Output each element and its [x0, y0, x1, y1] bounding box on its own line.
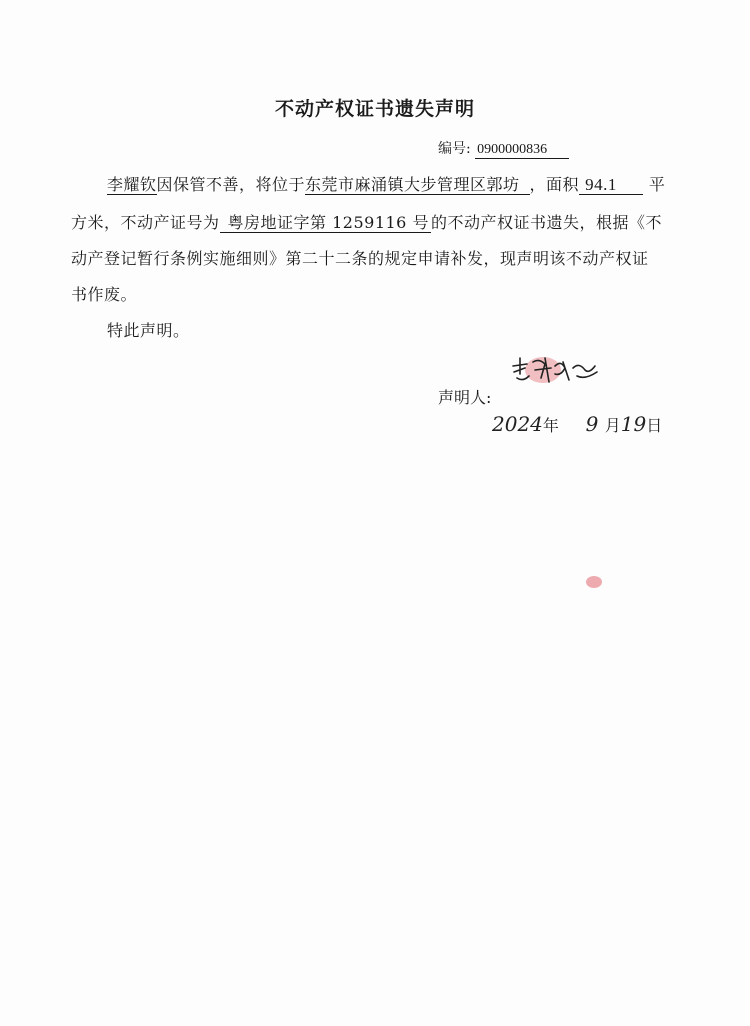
date-day: 19 — [620, 412, 647, 436]
paragraph-line2-text-1: 方米，不动产证号为 — [71, 213, 220, 232]
handwritten-signature — [505, 352, 605, 392]
paragraph-line2-text-2: 的不动产权证书遗失，根据《不 — [430, 213, 662, 232]
paragraph-line-1 — [107, 172, 665, 195]
paragraph-line-4: 书作废。 — [71, 285, 138, 304]
document-number-value: 0900000836 — [475, 142, 569, 159]
owner-name: 李耀钦 — [107, 175, 157, 194]
document-number-label: 编号: — [438, 141, 471, 157]
closing-statement: 特此声明。 — [107, 321, 190, 340]
document-number — [438, 138, 569, 159]
paragraph-line-2 — [71, 210, 662, 233]
date-month: 9 — [585, 412, 599, 436]
date-year: 2024 — [492, 412, 543, 436]
paragraph-text-2: ，面积 — [529, 175, 580, 194]
document-title: 不动产权证书遗失声明 — [274, 98, 475, 120]
property-address: 东莞市麻涌镇大步管理区郭坊 — [305, 176, 530, 195]
paragraph-text-1: 因保管不善，将位于 — [156, 175, 306, 194]
date-day-unit: 日 — [646, 416, 663, 435]
date-month-unit: 月 — [604, 416, 621, 435]
red-ink-smudge — [584, 574, 604, 590]
signing-date — [492, 412, 662, 436]
paragraph-text-3: 平 — [648, 175, 666, 194]
declarant-label: 声明人: — [438, 388, 492, 407]
certificate-number: 粤房地证字第 1259116 号 — [220, 214, 431, 233]
date-year-unit: 年 — [542, 416, 559, 435]
property-area: 94.1 — [579, 176, 643, 195]
paragraph-line-3: 动产登记暂行条例实施细则》第二十二条的规定申请补发，现声明该不动产权证 — [71, 249, 649, 268]
